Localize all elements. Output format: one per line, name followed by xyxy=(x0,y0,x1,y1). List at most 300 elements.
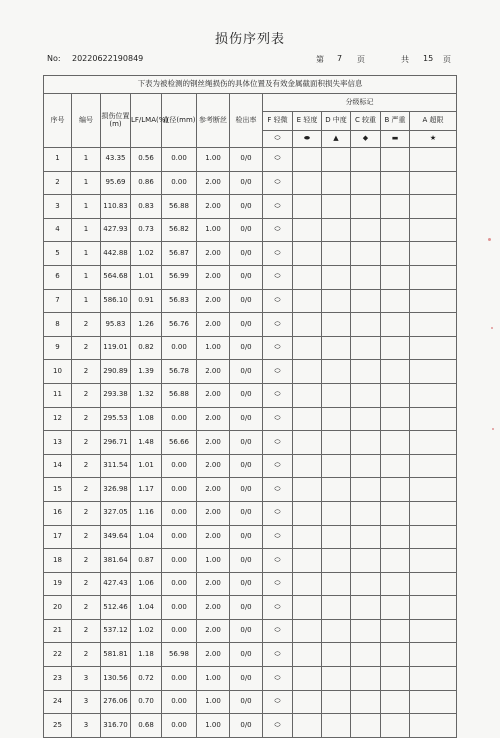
cell-diameter: 56.99 xyxy=(162,265,197,289)
cell-grade-d xyxy=(322,690,351,714)
cell-lf-lma: 0.70 xyxy=(131,690,162,714)
cell-grade-d xyxy=(322,195,351,219)
cell-ref-broken-wire: 2.00 xyxy=(197,242,230,266)
cell-lf-lma: 1.26 xyxy=(131,313,162,337)
cell-grade-d xyxy=(322,171,351,195)
cell-id: 2 xyxy=(72,643,101,667)
cell-grade-b xyxy=(381,407,410,431)
cell-position: 326.98 xyxy=(101,478,131,502)
cell-diameter: 56.66 xyxy=(162,431,197,455)
cell-grade-b xyxy=(381,242,410,266)
cell-grade-e xyxy=(293,171,322,195)
cell-grade-f: ⬭ xyxy=(263,525,293,549)
cell-detection-rate: 0/0 xyxy=(230,619,263,643)
cell-grade-e xyxy=(293,572,322,596)
cell-grade-b xyxy=(381,218,410,242)
cell-seq: 9 xyxy=(44,336,72,360)
cell-position: 512.46 xyxy=(101,596,131,620)
cell-grade-b xyxy=(381,360,410,384)
cell-grade-d xyxy=(322,313,351,337)
cell-ref-broken-wire: 2.00 xyxy=(197,313,230,337)
cell-position: 381.64 xyxy=(101,549,131,573)
cell-grade-d xyxy=(322,218,351,242)
grade-d: D 中度 xyxy=(322,112,351,131)
cell-grade-b xyxy=(381,148,410,172)
table-row xyxy=(44,572,457,596)
cell-ref-broken-wire: 1.00 xyxy=(197,690,230,714)
cell-id: 2 xyxy=(72,549,101,573)
grade-a: A 超限 xyxy=(410,112,457,131)
cell-grade-d xyxy=(322,265,351,289)
cell-grade-f: ⬭ xyxy=(263,501,293,525)
cell-grade-d xyxy=(322,549,351,573)
cell-seq: 12 xyxy=(44,407,72,431)
grade-d-icon: ▲ xyxy=(322,131,351,148)
cell-detection-rate: 0/0 xyxy=(230,171,263,195)
cell-grade-d xyxy=(322,619,351,643)
grade-c: C 较重 xyxy=(351,112,381,131)
cell-detection-rate: 0/0 xyxy=(230,148,263,172)
cell-diameter: 0.00 xyxy=(162,690,197,714)
cell-grade-d xyxy=(322,242,351,266)
cell-detection-rate: 0/0 xyxy=(230,431,263,455)
cell-grade-e xyxy=(293,289,322,313)
cell-grade-f: ⬭ xyxy=(263,289,293,313)
cell-grade-c xyxy=(351,690,381,714)
cell-lf-lma: 1.06 xyxy=(131,572,162,596)
cell-detection-rate: 0/0 xyxy=(230,195,263,219)
cell-detection-rate: 0/0 xyxy=(230,383,263,407)
cell-id: 2 xyxy=(72,454,101,478)
table-row xyxy=(44,478,457,502)
cell-grade-e xyxy=(293,690,322,714)
cell-ref-broken-wire: 1.00 xyxy=(197,336,230,360)
cell-detection-rate: 0/0 xyxy=(230,218,263,242)
cell-grade-a xyxy=(410,714,457,738)
cell-grade-f: ⬭ xyxy=(263,478,293,502)
cell-grade-d xyxy=(322,572,351,596)
cell-ref-broken-wire: 2.00 xyxy=(197,383,230,407)
cell-grade-f: ⬭ xyxy=(263,265,293,289)
cell-diameter: 56.87 xyxy=(162,242,197,266)
table-row xyxy=(44,407,457,431)
cell-id: 2 xyxy=(72,525,101,549)
cell-lf-lma: 1.02 xyxy=(131,242,162,266)
cell-lf-lma: 1.04 xyxy=(131,596,162,620)
cell-grade-c xyxy=(351,454,381,478)
cell-lf-lma: 1.18 xyxy=(131,643,162,667)
cell-id: 3 xyxy=(72,667,101,691)
cell-grade-d xyxy=(322,714,351,738)
cell-grade-e xyxy=(293,407,322,431)
cell-id: 1 xyxy=(72,265,101,289)
cell-position: 564.68 xyxy=(101,265,131,289)
cell-grade-a xyxy=(410,572,457,596)
cell-id: 1 xyxy=(72,289,101,313)
header-id: 编号 xyxy=(72,94,101,148)
cell-lf-lma: 0.72 xyxy=(131,667,162,691)
page-total-label: 共 xyxy=(401,55,409,64)
cell-grade-f: ⬭ xyxy=(263,336,293,360)
cell-grade-a xyxy=(410,454,457,478)
header-detection-rate: 检出率 xyxy=(230,94,263,148)
cell-seq: 11 xyxy=(44,383,72,407)
cell-grade-c xyxy=(351,265,381,289)
cell-grade-c xyxy=(351,407,381,431)
cell-grade-e xyxy=(293,148,322,172)
cell-grade-e xyxy=(293,383,322,407)
cell-grade-c xyxy=(351,643,381,667)
cell-grade-e xyxy=(293,596,322,620)
cell-grade-f: ⬭ xyxy=(263,360,293,384)
report-no-label: No: xyxy=(47,54,61,63)
cell-grade-c xyxy=(351,336,381,360)
cell-id: 2 xyxy=(72,478,101,502)
cell-grade-f: ⬭ xyxy=(263,619,293,643)
cell-grade-d xyxy=(322,501,351,525)
cell-diameter: 0.00 xyxy=(162,572,197,596)
cell-grade-b xyxy=(381,667,410,691)
cell-grade-e xyxy=(293,454,322,478)
table-row xyxy=(44,336,457,360)
table-row xyxy=(44,218,457,242)
cell-id: 2 xyxy=(72,407,101,431)
cell-lf-lma: 1.39 xyxy=(131,360,162,384)
cell-grade-a xyxy=(410,313,457,337)
cell-detection-rate: 0/0 xyxy=(230,454,263,478)
cell-grade-e xyxy=(293,478,322,502)
cell-position: 316.70 xyxy=(101,714,131,738)
cell-detection-rate: 0/0 xyxy=(230,714,263,738)
cell-grade-f: ⬭ xyxy=(263,218,293,242)
cell-grade-c xyxy=(351,313,381,337)
cell-grade-f: ⬭ xyxy=(263,714,293,738)
cell-ref-broken-wire: 2.00 xyxy=(197,478,230,502)
cell-seq: 20 xyxy=(44,596,72,620)
cell-ref-broken-wire: 2.00 xyxy=(197,572,230,596)
cell-ref-broken-wire: 1.00 xyxy=(197,148,230,172)
cell-grade-d xyxy=(322,289,351,313)
cell-detection-rate: 0/0 xyxy=(230,242,263,266)
cell-diameter: 0.00 xyxy=(162,407,197,431)
cell-position: 442.88 xyxy=(101,242,131,266)
cell-seq: 4 xyxy=(44,218,72,242)
cell-seq: 22 xyxy=(44,643,72,667)
cell-grade-c xyxy=(351,195,381,219)
grade-f: F 轻微 xyxy=(263,112,293,131)
cell-grade-a xyxy=(410,336,457,360)
cell-grade-c xyxy=(351,714,381,738)
cell-ref-broken-wire: 2.00 xyxy=(197,619,230,643)
cell-position: 537.12 xyxy=(101,619,131,643)
cell-id: 3 xyxy=(72,690,101,714)
cell-grade-a xyxy=(410,360,457,384)
cell-grade-e xyxy=(293,195,322,219)
cell-ref-broken-wire: 2.00 xyxy=(197,171,230,195)
table-caption: 下表为被检测的钢丝绳损伤的具体位置及有效金属截面积损失率信息 xyxy=(44,76,457,94)
cell-grade-c xyxy=(351,619,381,643)
cell-grade-b xyxy=(381,501,410,525)
damage-sequence-sheet xyxy=(43,75,456,738)
cell-lf-lma: 1.08 xyxy=(131,407,162,431)
cell-grade-b xyxy=(381,383,410,407)
cell-grade-c xyxy=(351,596,381,620)
cell-lf-lma: 1.01 xyxy=(131,265,162,289)
cell-grade-c xyxy=(351,431,381,455)
cell-grade-e xyxy=(293,360,322,384)
page-ye2-label: 页 xyxy=(443,55,451,64)
cell-lf-lma: 1.48 xyxy=(131,431,162,455)
cell-grade-a xyxy=(410,148,457,172)
cell-grade-b xyxy=(381,549,410,573)
cell-grade-a xyxy=(410,525,457,549)
cell-seq: 3 xyxy=(44,195,72,219)
cell-position: 586.10 xyxy=(101,289,131,313)
table-row xyxy=(44,431,457,455)
cell-position: 327.05 xyxy=(101,501,131,525)
cell-grade-e xyxy=(293,431,322,455)
cell-grade-b xyxy=(381,171,410,195)
cell-grade-b xyxy=(381,289,410,313)
cell-grade-a xyxy=(410,431,457,455)
table-row xyxy=(44,289,457,313)
cell-grade-a xyxy=(410,195,457,219)
cell-grade-a xyxy=(410,501,457,525)
table-row xyxy=(44,148,457,172)
cell-grade-f: ⬭ xyxy=(263,454,293,478)
cell-seq: 1 xyxy=(44,148,72,172)
header-lf-lma: LF/LMA(%) xyxy=(131,94,162,148)
cell-grade-a xyxy=(410,619,457,643)
cell-grade-f: ⬭ xyxy=(263,313,293,337)
table-row xyxy=(44,242,457,266)
cell-grade-e xyxy=(293,242,322,266)
cell-grade-f: ⬭ xyxy=(263,549,293,573)
cell-lf-lma: 1.16 xyxy=(131,501,162,525)
cell-ref-broken-wire: 2.00 xyxy=(197,525,230,549)
cell-grade-d xyxy=(322,596,351,620)
cell-ref-broken-wire: 2.00 xyxy=(197,289,230,313)
cell-diameter: 56.88 xyxy=(162,383,197,407)
cell-grade-f: ⬭ xyxy=(263,171,293,195)
cell-id: 2 xyxy=(72,431,101,455)
cell-ref-broken-wire: 2.00 xyxy=(197,643,230,667)
cell-grade-e xyxy=(293,619,322,643)
cell-diameter: 56.98 xyxy=(162,643,197,667)
cell-grade-b xyxy=(381,525,410,549)
cell-id: 1 xyxy=(72,218,101,242)
cell-position: 293.38 xyxy=(101,383,131,407)
cell-ref-broken-wire: 2.00 xyxy=(197,407,230,431)
cell-position: 130.56 xyxy=(101,667,131,691)
grade-e-icon: ⬬ xyxy=(293,131,322,148)
cell-grade-f: ⬭ xyxy=(263,690,293,714)
table-row xyxy=(44,596,457,620)
cell-grade-f: ⬭ xyxy=(263,383,293,407)
cell-grade-d xyxy=(322,525,351,549)
cell-grade-a xyxy=(410,218,457,242)
table-row xyxy=(44,171,457,195)
cell-grade-b xyxy=(381,643,410,667)
cell-lf-lma: 1.01 xyxy=(131,454,162,478)
cell-grade-e xyxy=(293,549,322,573)
cell-grade-c xyxy=(351,148,381,172)
page-title: 损伤序列表 xyxy=(214,32,285,47)
cell-seq: 16 xyxy=(44,501,72,525)
cell-detection-rate: 0/0 xyxy=(230,336,263,360)
cell-diameter: 0.00 xyxy=(162,478,197,502)
cell-grade-c xyxy=(351,549,381,573)
cell-grade-b xyxy=(381,195,410,219)
cell-grade-e xyxy=(293,501,322,525)
cell-ref-broken-wire: 2.00 xyxy=(197,195,230,219)
cell-grade-b xyxy=(381,619,410,643)
cell-diameter: 56.82 xyxy=(162,218,197,242)
cell-ref-broken-wire: 2.00 xyxy=(197,501,230,525)
cell-id: 1 xyxy=(72,171,101,195)
cell-position: 349.64 xyxy=(101,525,131,549)
cell-grade-e xyxy=(293,525,322,549)
header-ref-broken-wire: 参考断丝 xyxy=(197,94,230,148)
grade-c-icon: ◆ xyxy=(351,131,381,148)
cell-ref-broken-wire: 1.00 xyxy=(197,218,230,242)
cell-diameter: 0.00 xyxy=(162,619,197,643)
cell-id: 1 xyxy=(72,242,101,266)
cell-seq: 14 xyxy=(44,454,72,478)
grade-a-icon: ★ xyxy=(410,131,457,148)
grade-e: E 轻度 xyxy=(293,112,322,131)
cell-grade-b xyxy=(381,478,410,502)
cell-detection-rate: 0/0 xyxy=(230,289,263,313)
cell-grade-c xyxy=(351,572,381,596)
cell-grade-c xyxy=(351,289,381,313)
report-no-value: 20220622190849 xyxy=(72,54,144,63)
cell-ref-broken-wire: 1.00 xyxy=(197,714,230,738)
cell-id: 2 xyxy=(72,619,101,643)
cell-detection-rate: 0/0 xyxy=(230,525,263,549)
cell-diameter: 56.78 xyxy=(162,360,197,384)
cell-detection-rate: 0/0 xyxy=(230,501,263,525)
table-row xyxy=(44,195,457,219)
cell-diameter: 0.00 xyxy=(162,501,197,525)
table-row xyxy=(44,454,457,478)
cell-grade-b xyxy=(381,431,410,455)
cell-position: 581.81 xyxy=(101,643,131,667)
cell-diameter: 56.76 xyxy=(162,313,197,337)
table-row xyxy=(44,643,457,667)
cell-grade-d xyxy=(322,360,351,384)
cell-diameter: 0.00 xyxy=(162,148,197,172)
cell-detection-rate: 0/0 xyxy=(230,572,263,596)
cell-seq: 8 xyxy=(44,313,72,337)
cell-grade-b xyxy=(381,265,410,289)
cell-grade-f: ⬭ xyxy=(263,148,293,172)
cell-lf-lma: 0.91 xyxy=(131,289,162,313)
cell-grade-f: ⬭ xyxy=(263,242,293,266)
cell-id: 2 xyxy=(72,596,101,620)
cell-detection-rate: 0/0 xyxy=(230,360,263,384)
cell-seq: 2 xyxy=(44,171,72,195)
cell-ref-broken-wire: 2.00 xyxy=(197,265,230,289)
cell-id: 2 xyxy=(72,572,101,596)
cell-grade-c xyxy=(351,171,381,195)
cell-id: 2 xyxy=(72,313,101,337)
cell-grade-c xyxy=(351,360,381,384)
cell-grade-f: ⬭ xyxy=(263,667,293,691)
cell-grade-d xyxy=(322,383,351,407)
cell-grade-c xyxy=(351,525,381,549)
cell-grade-e xyxy=(293,336,322,360)
cell-grade-e xyxy=(293,643,322,667)
cell-grade-d xyxy=(322,454,351,478)
cell-grade-a xyxy=(410,407,457,431)
cell-detection-rate: 0/0 xyxy=(230,667,263,691)
cell-grade-f: ⬭ xyxy=(263,596,293,620)
cell-seq: 21 xyxy=(44,619,72,643)
cell-grade-f: ⬭ xyxy=(263,195,293,219)
cell-lf-lma: 0.83 xyxy=(131,195,162,219)
cell-seq: 25 xyxy=(44,714,72,738)
cell-grade-d xyxy=(322,407,351,431)
table-row xyxy=(44,501,457,525)
cell-position: 311.54 xyxy=(101,454,131,478)
cell-position: 290.89 xyxy=(101,360,131,384)
cell-lf-lma: 0.68 xyxy=(131,714,162,738)
cell-grade-a xyxy=(410,289,457,313)
cell-lf-lma: 0.73 xyxy=(131,218,162,242)
cell-lf-lma: 0.87 xyxy=(131,549,162,573)
table-row xyxy=(44,619,457,643)
cell-ref-broken-wire: 1.00 xyxy=(197,549,230,573)
cell-grade-b xyxy=(381,454,410,478)
cell-id: 2 xyxy=(72,336,101,360)
cell-diameter: 0.00 xyxy=(162,596,197,620)
cell-grade-c xyxy=(351,242,381,266)
header-position: 损伤位置(m) xyxy=(101,94,131,148)
cell-position: 427.93 xyxy=(101,218,131,242)
cell-detection-rate: 0/0 xyxy=(230,690,263,714)
cell-lf-lma: 0.82 xyxy=(131,336,162,360)
cell-position: 119.01 xyxy=(101,336,131,360)
page-ye-label: 页 xyxy=(357,55,365,64)
cell-id: 1 xyxy=(72,148,101,172)
cell-position: 110.83 xyxy=(101,195,131,219)
cell-detection-rate: 0/0 xyxy=(230,549,263,573)
cell-detection-rate: 0/0 xyxy=(230,265,263,289)
cell-seq: 7 xyxy=(44,289,72,313)
cell-grade-a xyxy=(410,242,457,266)
cell-detection-rate: 0/0 xyxy=(230,313,263,337)
ink-speck xyxy=(492,428,494,430)
cell-grade-b xyxy=(381,690,410,714)
cell-position: 43.35 xyxy=(101,148,131,172)
cell-ref-broken-wire: 2.00 xyxy=(197,431,230,455)
cell-lf-lma: 0.56 xyxy=(131,148,162,172)
cell-id: 2 xyxy=(72,383,101,407)
cell-grade-d xyxy=(322,336,351,360)
cell-seq: 19 xyxy=(44,572,72,596)
cell-grade-f: ⬭ xyxy=(263,407,293,431)
page-number: 7 xyxy=(337,54,343,63)
cell-seq: 17 xyxy=(44,525,72,549)
cell-id: 2 xyxy=(72,501,101,525)
table-row xyxy=(44,265,457,289)
cell-grade-a xyxy=(410,549,457,573)
table-row xyxy=(44,714,457,738)
cell-grade-c xyxy=(351,383,381,407)
cell-detection-rate: 0/0 xyxy=(230,478,263,502)
cell-lf-lma: 1.04 xyxy=(131,525,162,549)
